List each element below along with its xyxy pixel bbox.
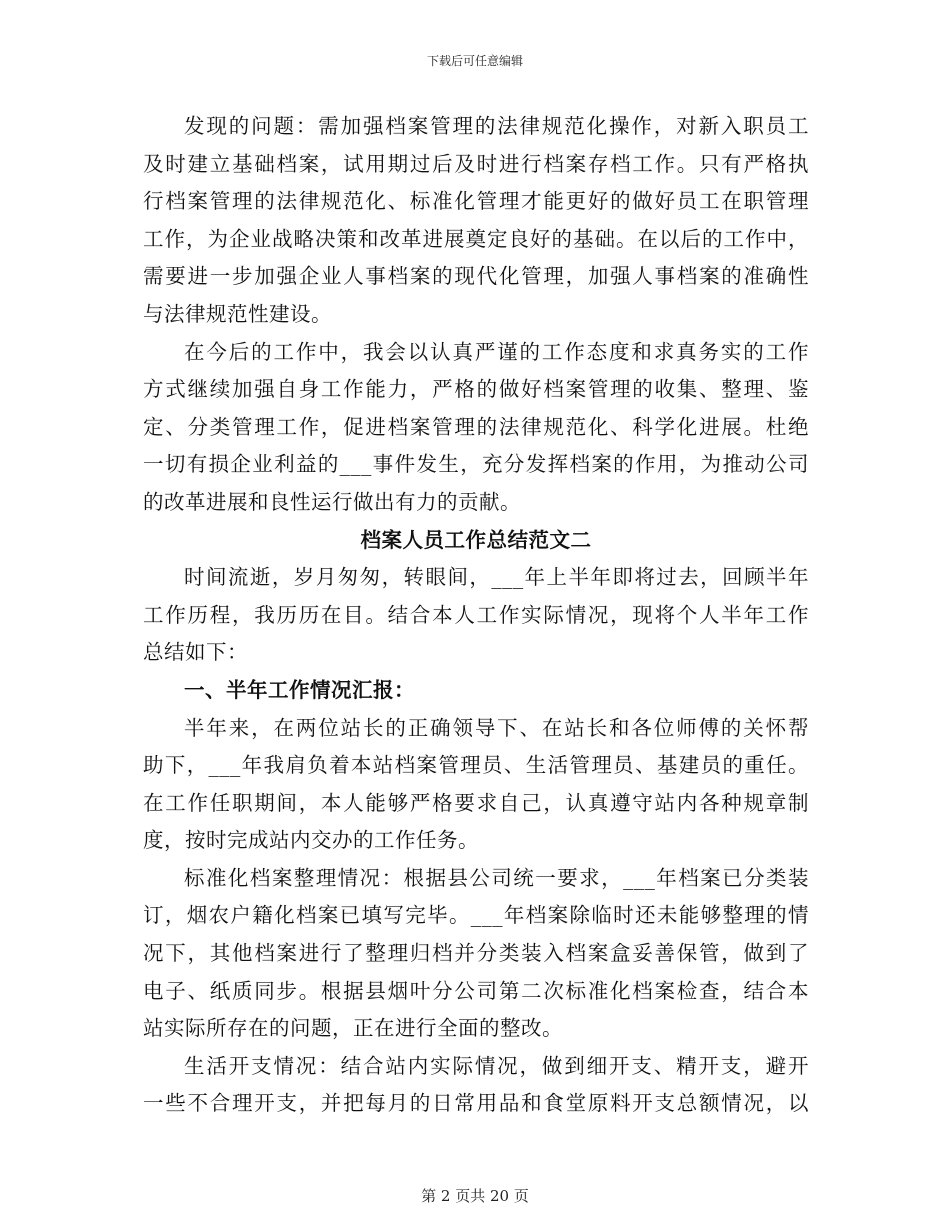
paragraph-line: 方式继续加强自身工作能力，严格的做好档案管理的收集、整理、鉴 [143, 377, 809, 402]
page-footer: 第 2 页共 20 页 [421, 1187, 529, 1205]
paragraph-line: 站实际所存在的问题，正在进行全面的整改。 [143, 1016, 563, 1041]
paragraph-line: 及时建立基础档案，试用期过后及时进行档案存档工作。只有严格执 [143, 151, 809, 176]
paragraph-line: 电子、纸质同步。根据县烟叶分公司第二次标准化档案检查，结合本 [143, 978, 809, 1003]
paragraph-line: 订，烟农户籍化档案已填写完毕。___年档案除临时还未能够整理的情 [143, 903, 809, 928]
paragraph-line: 况下，其他档案进行了整理归档并分类装入档案盒妥善保管，做到了 [143, 941, 809, 966]
page-header: 下载后可任意编辑 [426, 54, 523, 68]
paragraph-line: 时间流逝，岁月匆匆，转眼间，___年上半年即将过去，回顾半年 [184, 565, 809, 590]
paragraph-line: 在今后的工作中，我会以认真严谨的工作态度和求真务实的工作 [184, 339, 809, 364]
paragraph-line: 定、分类管理工作，促进档案管理的法律规范化、科学化进展。杜绝 [143, 414, 809, 439]
paragraph-line: 与法律规范性建设。 [143, 301, 332, 326]
paragraph-line: 的改革进展和良性运行做出有力的贡献。 [143, 489, 521, 514]
document-body [143, 108, 809, 1123]
paragraph-line: 行档案管理的法律规范化、标准化管理才能更好的做好员工在职管理 [143, 189, 809, 214]
paragraph-line: 一切有损企业利益的___事件发生，充分发挥档案的作用，为推动公司 [143, 452, 809, 477]
paragraph-line: 发现的问题：需加强档案管理的法律规范化操作，对新入职员工 [184, 114, 809, 138]
paragraph-line: 在工作任职期间，本人能够严格要求自己，认真遵守站内各种规章制 [143, 790, 809, 815]
paragraph-line: 需要进一步加强企业人事档案的现代化管理，加强人事档案的准确性 [143, 264, 809, 289]
paragraph-line: 半年来，在两位站长的正确领导下、在站长和各位师傅的关怀帮 [184, 715, 809, 740]
subsection-heading: 一、半年工作情况汇报： [184, 677, 415, 702]
paragraph-line: 总结如下： [143, 640, 248, 665]
section-title: 档案人员工作总结范文二 [360, 527, 592, 552]
paragraph-line: 标准化档案整理情况：根据县公司统一要求，___年档案已分类装 [184, 865, 809, 890]
paragraph-line: 生活开支情况：结合站内实际情况，做到细开支、精开支，避开 [184, 1053, 809, 1078]
paragraph-line: 工作历程，我历历在目。结合本人工作实际情况，现将个人半年工作 [143, 602, 809, 627]
paragraph-line: 助下，___年我肩负着本站档案管理员、生活管理员、基建员的重任。 [143, 753, 809, 778]
paragraph-line: 工作，为企业战略决策和改革进展奠定良好的基础。在以后的工作中， [143, 226, 809, 251]
paragraph-line: 一些不合理开支，并把每月的日常用品和食堂原料开支总额情况，以 [143, 1091, 809, 1116]
paragraph-line: 度，按时完成站内交办的工作任务。 [143, 828, 479, 853]
